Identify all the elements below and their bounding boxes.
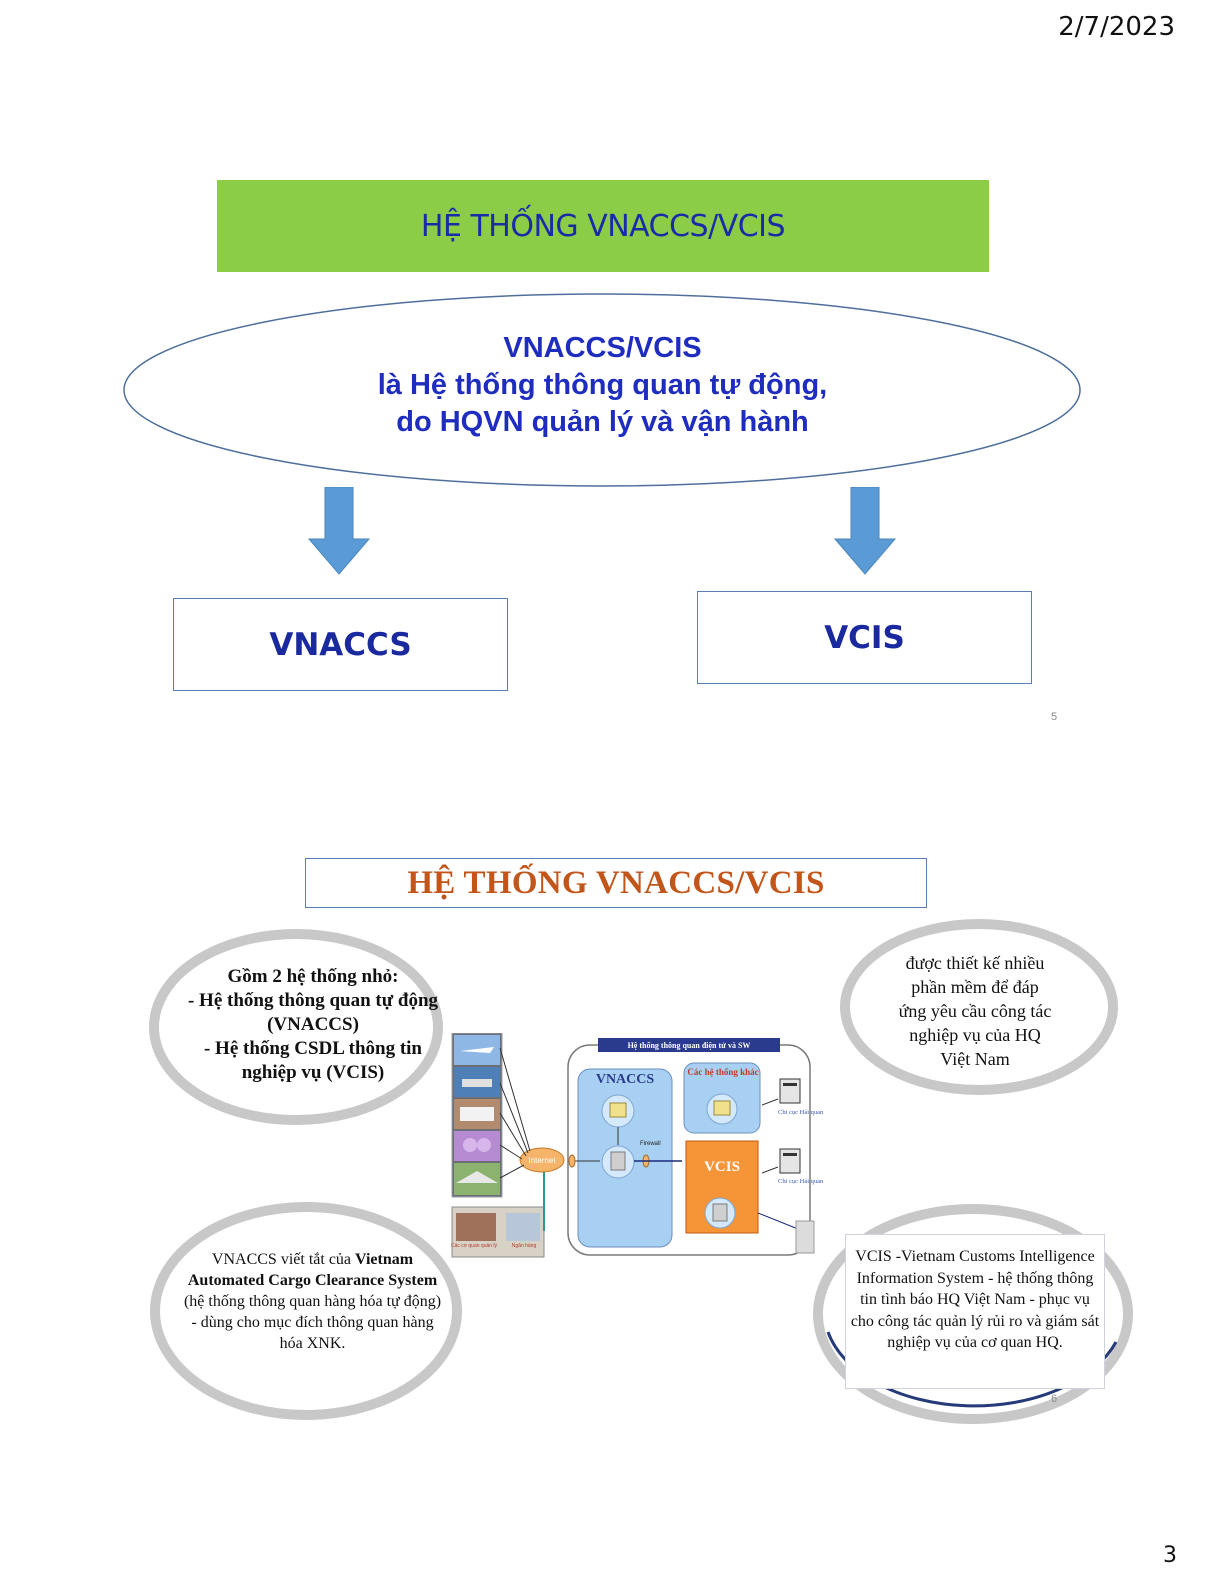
- vnaccs-desc-suffix: (hệ thống thông quan hàng hóa tự động) - dùng cho mục đích thông quan hàng hóa XNK.: [183, 1293, 442, 1352]
- transport-images-strip: [452, 1033, 502, 1197]
- customs-network-diagram: [450, 1033, 840, 1273]
- diagram-firewall: Firewall: [640, 1141, 661, 1147]
- slide6-title: HỆ THỐNG VNACCS/VCIS: [407, 864, 825, 901]
- bubble-line: - Hệ thống thông quan tự động: [187, 990, 439, 1011]
- vnaccs-desc-prefix: VNACCS viết tắt của: [211, 1251, 356, 1268]
- diagram-vnaccs: VNACCS: [595, 1072, 655, 1087]
- vnaccs-full-name: Vietnam Automated Cargo Clearance System: [187, 1251, 438, 1289]
- bubble-line: ứng yêu cầu công tác: [898, 1001, 1052, 1021]
- ellipse-line: do HQVN quản lý và vận hành: [396, 406, 809, 438]
- bubble-software-text: [855, 951, 1095, 1071]
- arrow-down-icon: [834, 487, 896, 575]
- bubble-line: Việt Nam: [940, 1049, 1010, 1069]
- bubble-line: Gồm 2 hệ thống nhỏ:: [227, 966, 399, 987]
- internet-cloud-icon: [520, 1148, 564, 1172]
- slide5-title: HỆ THỐNG VNACCS/VCIS: [420, 208, 786, 244]
- vcis-box: [697, 591, 1032, 684]
- diagram-other-systems: Các hệ thống khác: [687, 1067, 759, 1077]
- diagram-vcis: VCIS: [704, 1159, 740, 1175]
- date: 2/7/2023: [1058, 12, 1175, 42]
- page-number: 3: [1163, 1543, 1177, 1568]
- vnaccs-label: VNACCS: [269, 626, 412, 663]
- bubble-line: (VNACCS): [267, 1014, 359, 1035]
- bubble-line: phần mềm để đáp: [911, 977, 1039, 997]
- arrow-down-icon: [308, 487, 370, 575]
- diagram-bank: Ngân hàng: [511, 1243, 537, 1249]
- slide5-title-bar: [217, 180, 989, 272]
- bubble-line: nghiệp vụ của HQ: [909, 1025, 1041, 1045]
- bubble-vcis-text: VCIS -Vietnam Customs Intelligence Information System - hệ thống thông tin tình báo HQ Việt Nam - phục vụ cho công tác quản lý rủi ro và giám sát nghiệp vụ của cơ quan HQ.: [850, 1248, 1100, 1351]
- vcis-label: VCIS: [824, 619, 905, 656]
- diagram-branch-1: Chi cục Hải quan: [778, 1109, 824, 1116]
- slide5-ellipse-text: [120, 330, 1085, 441]
- bubble-line: - Hệ thống CSDL thông tin: [203, 1038, 423, 1059]
- internet-label: Internet: [528, 1156, 556, 1165]
- diagram-header: Hệ thống thông quan điện tử và SW: [627, 1041, 751, 1050]
- ellipse-line: VNACCS/VCIS: [503, 332, 702, 364]
- slide6-number: 6: [1051, 1393, 1058, 1405]
- bubble-line: được thiết kế nhiều: [905, 953, 1045, 973]
- slide5-number: 5: [1051, 711, 1058, 723]
- vnaccs-box: [173, 598, 508, 691]
- ellipse-line: là Hệ thống thông quan tự động,: [377, 369, 828, 401]
- bubble-line: nghiệp vụ (VCIS): [241, 1062, 385, 1083]
- diagram-agencies: Các cơ quan quản lý: [450, 1243, 498, 1249]
- slide6-title-box: [305, 858, 927, 908]
- bubble-vnaccs-text: [180, 1249, 445, 1354]
- diagram-branch-2: Chi cục Hải quan: [778, 1178, 824, 1185]
- bubble-subsystems-text: [168, 965, 458, 1085]
